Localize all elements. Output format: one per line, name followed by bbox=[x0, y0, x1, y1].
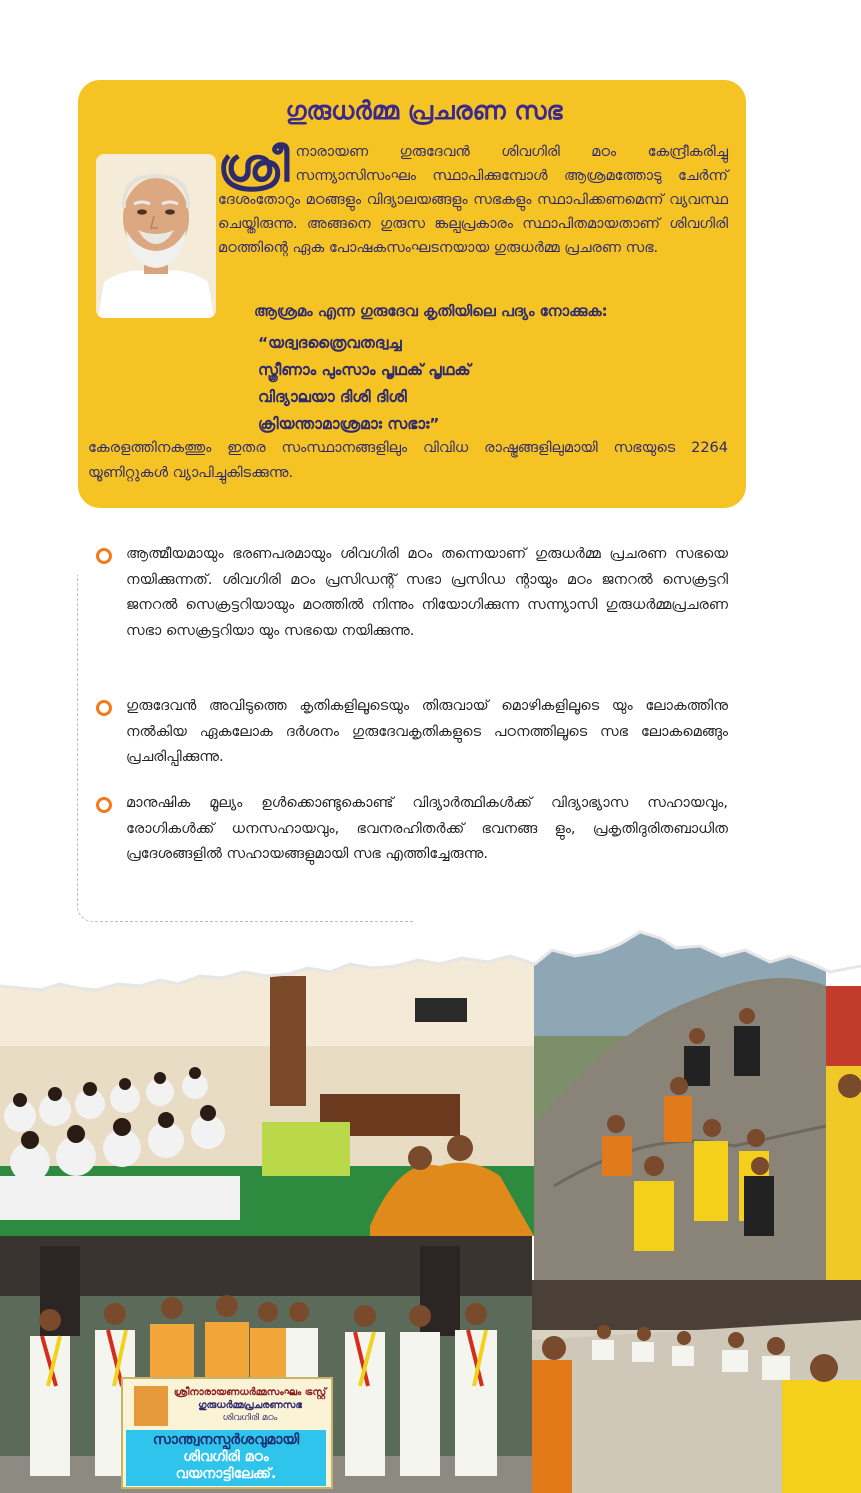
guru-portrait bbox=[96, 154, 216, 318]
bullet-ring-icon bbox=[96, 548, 112, 564]
torn-paper-edge bbox=[0, 926, 861, 1016]
verse-line: ക്രിയന്താമാശ്രമാഃ സഭാഃ” bbox=[258, 415, 440, 433]
list-item-text: മാനുഷിക മൂല്യം ഉൾക്കൊണ്ടുകൊണ്ട് വിദ്യാർത്ഥികൾക്ക് വിദ്യാഭ്യാസ സഹായവും, രോഗികൾക്ക് ധനസഹായവും, ഭവനരഹിതർക്ക് ഭവനങ്ങ ളും, പ്രകൃതിദുരിതബാധിത പ്രദേശങ്ങളിൽ സഹായങ്ങളുമായി സഭ എത്തിച്ചേരുന്നു. bbox=[126, 795, 728, 862]
verse-line: വിദ്യാലയാ ദിശി ദിശി bbox=[258, 388, 407, 406]
list-item bbox=[96, 542, 728, 644]
verse-line: സ്ത്രീണാം പുംസാം പൃഥക് പൃഥക് bbox=[258, 361, 471, 379]
banner-slogan-line: ശിവഗിരി മഠം bbox=[183, 1449, 269, 1465]
photo-meditation-hall bbox=[532, 1280, 861, 1493]
sabha-info-box bbox=[78, 80, 746, 508]
banner-org-line: ശിവഗിരി മഠം bbox=[222, 1413, 278, 1423]
photo-collage bbox=[0, 926, 861, 1493]
sabha-intro bbox=[218, 140, 728, 260]
banner-slogan-line: സാന്ത്വനസ്പർശവുമായി bbox=[152, 1432, 300, 1448]
verse-heading: ആശ്രമം എന്ന ഗുരുദേവ കൃതിയിലെ പദ്യം നോക്കുക: bbox=[254, 302, 608, 320]
intro-text: നാരായണ ഗുരുദേവൻ ശിവഗിരി മഠം കേന്ദ്രീകരിച്ചു സന്ന്യാസിസംഘം സ്ഥാപിക്കുമ്പോൾ ആശ്രമത്തോടു ചേർന്ന് ദേശംതോറും മഠങ്ങളും വിദ്യാലയങ്ങളും സഭകളും സ്ഥാപിക്കണമെന്ന് വ്യവസ്ഥ ചെയ്തിരുന്നു. അങ്ങനെ ഗുരുസ ങ്കല്പപ്രകാരം സ്ഥാപിതമായതാണ് ശിവഗിരി മഠത്തിന്റെ ഏക പോഷകസംഘടനയായ ഗുരുധർമ്മ പ്രചരണ സഭ. bbox=[218, 144, 728, 256]
photo-side-strip bbox=[826, 986, 861, 1286]
verse-block bbox=[258, 330, 698, 438]
bullet-ring-icon bbox=[96, 700, 112, 716]
dropcap: ശ്രീ bbox=[218, 138, 290, 192]
list-item bbox=[96, 791, 728, 868]
list-item bbox=[96, 694, 728, 771]
list-item-text: ആത്മീയമായും ഭരണപരമായും ശിവഗിരി മഠം തന്നെയാണ് ഗുരുധർമ്മ പ്രചരണ സഭയെ നയിക്കുന്നത്. ശിവഗിരി മഠം പ്രസിഡന്റ് സഭാ പ്രസിഡ ന്റായും മഠം ജനറൽ സെക്രട്ടറി ജനറൽ സെക്രട്ടറിയായും മഠത്തിൽ നിന്നും നിയോഗിക്കുന്ന സന്ന്യാസി ഗുരുധർമ്മപ്രചരണ സഭാ സെക്രട്ടറിയാ യും സഭയെ നയിക്കുന്നു. bbox=[126, 546, 728, 639]
sabha-title: ഗുരുധർമ്മ പ്രചരണ സഭ bbox=[285, 96, 563, 125]
list-item-text: ഗുരുദേവൻ അവിടുത്തെ കൃതികളിലൂടെയും തിരുവായ് മൊഴികളിലൂടെ യും ലോകത്തിനു നൽകിയ ഏകലോക ദർശനം ഗുരുദേവകൃതികളുടെ പഠനത്തിലൂടെ സഭ ലോകമെങ്ങും പ്രചരിപ്പിക്കുന്നു. bbox=[126, 698, 728, 765]
banner-org-line: ഗുരുധർമ്മപ്രചരണസഭ bbox=[198, 1400, 302, 1411]
bullet-ring-icon bbox=[96, 797, 112, 813]
banner-org-line: ശ്രീനാരായണധർമ്മസംഘം ട്രസ്റ്റ് bbox=[173, 1387, 327, 1398]
sabha-units-text: കേരളത്തിനകത്തും ഇതര സംസ്ഥാനങ്ങളിലും വിവിധ രാഷ്ട്രങ്ങളിലുമായി സഭയുടെ 2264 യൂണിറ്റുകൾ വ്യാപിച്ചുകിടക്കുന്നു. bbox=[88, 440, 728, 481]
verse-line: “യദ്വദത്രൈവതദ്വച്ച bbox=[258, 334, 402, 352]
banner-slogan bbox=[126, 1432, 326, 1483]
banner-org-text bbox=[170, 1386, 330, 1425]
banner-slogan-line: വയനാട്ടിലേക്ക്. bbox=[175, 1466, 277, 1482]
